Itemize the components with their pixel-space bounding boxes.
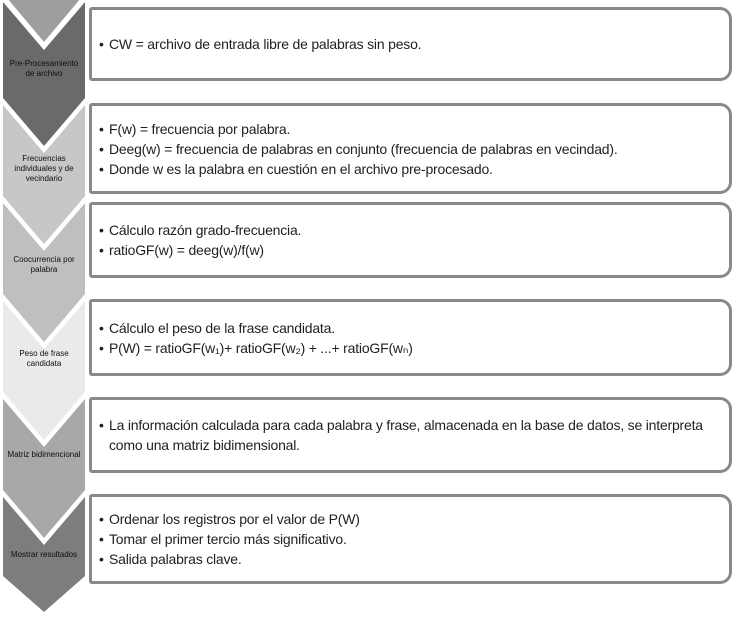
bullet-item-text: La información calculada para cada palabra y frase, almacenada en la base de datos, se interpreta como una matriz bidimensional.: [109, 417, 703, 453]
bullet-item-text: Donde w es la palabra en cuestión en el archivo pre-procesado.: [109, 160, 493, 177]
step-box-4: [89, 299, 732, 376]
bullet-item: [99, 119, 711, 139]
bullet-item-text: Salida palabras clave.: [109, 551, 242, 567]
chevron-label-3: Coocurrencia por palabra: [13, 255, 75, 274]
bullet-item-text: Tomar el primer tercio más significativo.: [109, 531, 347, 547]
bullet-item: [99, 34, 711, 54]
bullet-icon: •: [99, 36, 104, 52]
bullet-item: [99, 509, 711, 529]
step-box-5: [89, 397, 732, 473]
bullet-item-text: Cálculo el peso de la frase candidata.: [109, 319, 335, 336]
bullet-item-text: F(w) = frecuencia por palabra.: [109, 120, 291, 137]
bullet-icon: •: [99, 531, 104, 547]
bullet-item: [99, 240, 711, 260]
bullet-item: [99, 415, 711, 455]
bullet-icon: •: [99, 120, 104, 137]
step-box-6: [89, 494, 732, 584]
bullet-icon: •: [99, 160, 104, 177]
step-box-1: [89, 7, 732, 81]
chevron-label-4: Peso de frase candidata: [19, 349, 69, 368]
bullet-item: [99, 529, 711, 549]
bullet-item: [99, 549, 711, 569]
bullet-icon: •: [99, 140, 104, 157]
bullet-item: [99, 220, 711, 240]
bullet-item-text: ratioGF(w) = deeg(w)/f(w): [109, 242, 264, 258]
bullet-item-text: Deeg(w) = frecuencia de palabras en conjunto (frecuencia de palabras en vecindad).: [109, 140, 618, 157]
bullet-icon: •: [99, 222, 104, 238]
step-box-3: [89, 202, 732, 278]
bullet-item-text: Ordenar los registros por el valor de P(W): [109, 511, 360, 527]
bullet-icon: •: [99, 339, 104, 356]
bullet-item-text: Cálculo razón grado-frecuencia.: [109, 222, 302, 238]
bullet-item: [99, 139, 711, 159]
chevron-label-6: Mostrar resultados: [10, 549, 78, 559]
bullet-item-text: P(W) = ratioGF(w₁)+ ratioGF(w₂) + ...+ ratioGF(wₙ): [109, 339, 413, 356]
bullet-icon: •: [99, 417, 104, 433]
chevron-label-1: Pre-Procesamiento de archivo: [9, 59, 79, 78]
step-box-2: [89, 103, 732, 194]
bullet-item: [99, 318, 711, 338]
bullet-icon: •: [99, 319, 104, 336]
chevron-label-2: Frecuencias individuales y de vecindario: [14, 154, 74, 183]
bullet-icon: •: [99, 551, 104, 567]
bullet-item: [99, 159, 711, 179]
bullet-icon: •: [99, 511, 104, 527]
bullet-item: [99, 338, 711, 358]
bullet-icon: •: [99, 242, 104, 258]
chevron-label-5: Matriz bidimencional: [7, 450, 81, 459]
bullet-item-text: CW = archivo de entrada libre de palabras sin peso.: [109, 36, 422, 52]
